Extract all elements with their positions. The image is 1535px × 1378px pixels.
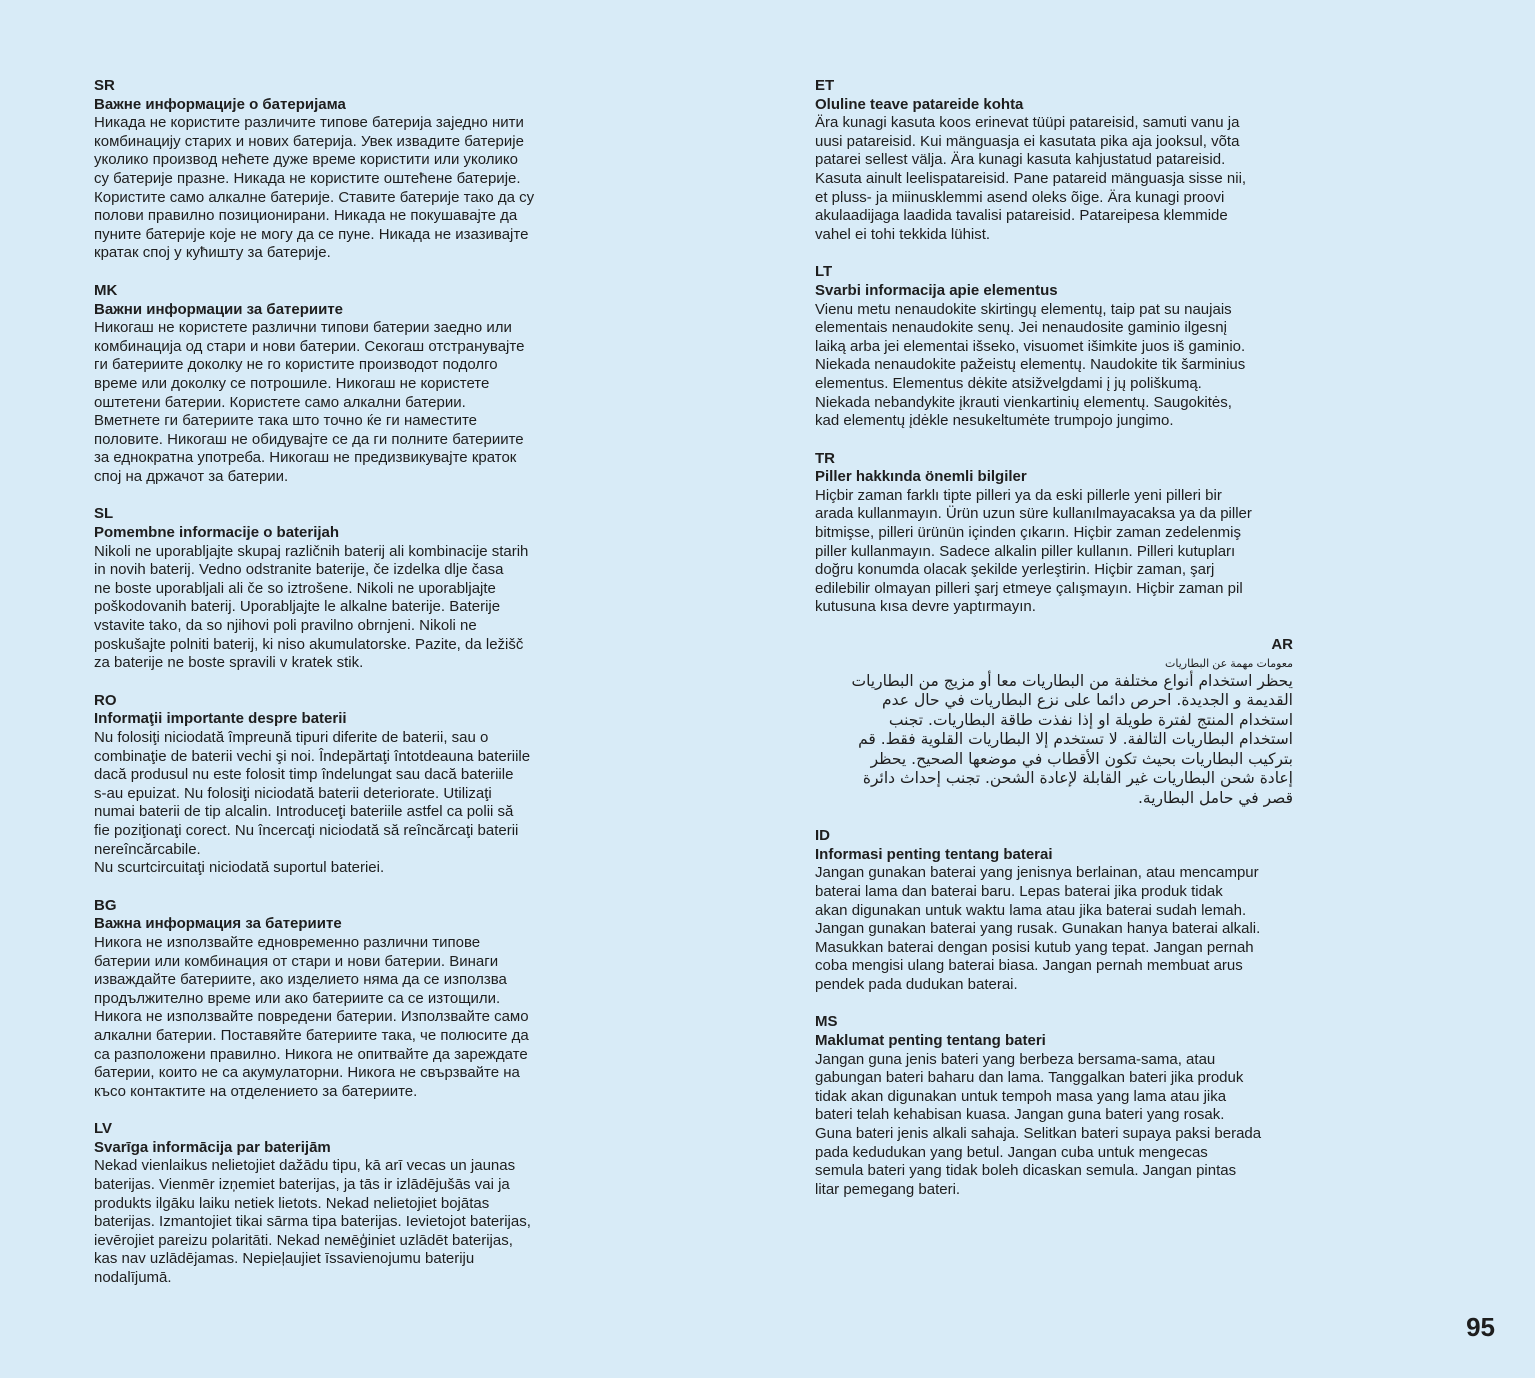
language-code: SR (94, 77, 115, 94)
language-code: RO (94, 691, 117, 709)
language-code: LT (815, 263, 833, 281)
section-lt (815, 263, 1293, 430)
section-body: Jangan gunakan baterai yang jenisnya berlainan, atau mencampur baterai lama dan baterai baru. Lepas baterai jika produk tidak akan digunakan untuk waktu lama atau jika baterai sudah lemah. Jangan gunakan baterai yang rusak. Gunakan hanya baterai alkali. Masukkan baterai dengan posisi kutub yang tepat. Jangan pernah coba mengisi ulang baterai biasa. Jangan pernah membuat arus pendek pada dudukan baterai. (815, 864, 1261, 993)
section-body: Nu folosiţi niciodată împreună tipuri diferite de baterii, sau o combinaţie de baterii vechi şi noi. Îndepărtaţi întotdeauna bateriile dacă produsul nu este folosit timp îndelungat sau dacă bateriile s-au epuizat. Nu folosiţi niciodată baterii deteriorate. Utilizaţi numai baterii de tip alcalin. Introduceţi bateriile astfel ca polii să fie poziţionaţi corect. Nu încercaţi niciodată să reîncărcaţi baterii nereîncărcabile. Nu scurtcircuitaţi niciodată suportul bateriei. (94, 729, 531, 877)
section-title: Важни информации за батериите (94, 300, 344, 318)
section-title: Svarīga informācija par baterijām (94, 1138, 331, 1156)
section-title: Важна информация за батериите (94, 915, 342, 933)
language-code: BG (94, 896, 117, 914)
section-mk (94, 282, 574, 487)
section-body: Никога не използвайте едновременно различни типове батерии или комбинация от стари и нови батерии. Винаги изваждайте батериите, ако изделието няма да се използва продължително време или ако батериите са се изтощили. Никога не използвайте повредени батерии. Използвайте само алкални батерии. Поставяйте батериите така, че полюсите да са разположени правилно. Никога не опитвайте да зареждате батерии, които не са акумулаторни. Никога не свързвайте на късо контактите на отделението за батериите. (94, 933, 529, 1100)
section-title: Informaţii importante despre baterii (94, 710, 347, 728)
section-title: Oluline teave patareide kohta (815, 95, 1024, 113)
section-ms (815, 1013, 1293, 1199)
section-tr (815, 450, 1293, 617)
section-title: Piller hakkında önemli bilgiler (815, 468, 1027, 486)
section-bg (94, 897, 574, 1102)
right-column (815, 77, 1293, 1218)
section-title: معومات مهمة عن البطاريات (1165, 657, 1293, 670)
section-body: Никогаш не користете различни типови батерии заедно или комбинација од стари и нови батерии. Секогаш отстранувајте ги батериите доколку не го користите производот подолго време или доколку се потрошиле. Никогаш не користете оштетени батерии. Користете само алкални батерии. Вметнете ги батериите така што точно ќе ги наместите половите. Никогаш не обидувајте се да ги полните батериите за еднократна употреба. Никогаш не предизвикувајте краток спој на држачот за батерии. (94, 319, 525, 485)
section-et (815, 77, 1293, 244)
section-title: Svarbi informacija apie elementus (815, 281, 1058, 299)
language-code: TR (815, 449, 835, 467)
section-ar (815, 636, 1293, 808)
section-ro (94, 692, 574, 878)
language-code: MS (815, 1013, 838, 1031)
section-sr (94, 77, 574, 263)
section-body: Nekad vienlaikus nelietojiet dažādu tipu, kā arī vecas un jaunas baterijas. Vienmēr izņemiet baterijas, ja tās ir izlādējušās vai ja produkts ilgāku laiku netiek lietots. Nekad nelietojiet bojātas baterijas. Izmantojiet tikai sārma tipa baterijas. Ievietojot baterijas, ievērojiet pareizu polaritāti. Nekad neмēģiniet uzlādēt baterijas, kas nav uzlādējamas. Nepieļaujiet īssavienojumu bateriju nodalījumā. (94, 1157, 531, 1287)
language-code: SL (94, 505, 114, 523)
section-title: Pomembne informacije o baterijah (94, 524, 340, 542)
section-body: يحظر استخدام أنواع مختلفة من البطاريات معا أو مزيج من البطاريات القديمة و الجديدة. احرص دائما على نزع البطاريات في حال عدم استخدام المنتج لفترة طويلة او إذا نفذت طاقة البطاريات. تجنب استخدام البطاريات التالفة. لا تستخدم إلا البطاريات القلوية فقط. قم بتركيب البطاريات بحيث تكون الأقطاب في موضعها الصحيح. يحظر إعادة شحن البطاريات غير القابلة لإعادة الشحن. تجنب إحداث دائرة قصر في حامل البطارية. (851, 671, 1293, 807)
section-lv (94, 1120, 574, 1287)
section-title: Важне информације о батеријама (94, 95, 346, 113)
section-body: Никада не користите различите типове батерија заједно нити комбинацију старих и нових батерија. Увек извадите батерије уколико производ нећете дуже време користити или уколико су батерије празне. Никада не користите оштећене батерије. Користите само алкалне батерије. Ставите батерије тако да су полови правилно позиционирани. Никада не покушавајте да пуните батерије које не могу да се пуне. Никада не изазивајте кратак спој у кућишту за батерије. (94, 114, 535, 262)
section-title: Informasi penting tentang baterai (815, 845, 1053, 863)
section-body: Vienu metu nenaudokite skirtingų elementų, taip pat su naujais elementais nenaudokite senų. Jei nenaudosite gaminio ilgesnį laiką arba jei elementai išseko, visuomet išimkite juos iš gaminio. Niekada nenaudokite pažeistų elementų. Naudokite tik šarminius elementus. Elementus dėkite atsižvelgdami į jų poliškumą. Niekada nebandykite įkrauti vienkartinių elementų. Saugokitės, kad elementų įdėkle nesukeltumėte trumpojo jungimo. (815, 300, 1246, 430)
language-code: MK (94, 281, 118, 299)
language-code: ID (815, 827, 830, 845)
language-code: ET (815, 77, 835, 94)
section-title: Maklumat penting tentang bateri (815, 1032, 1046, 1050)
section-id (815, 827, 1293, 994)
page-number: 95 (1466, 1312, 1495, 1342)
left-column (94, 77, 574, 1307)
section-body: Hiçbir zaman farklı tipte pilleri ya da eski pillerle yeni pilleri bir arada kullanmayın. Ürün uzun süre kullanılmayacaksa ya da piller bitmişse, pilleri ürünün içinden çıkarın. Hiçbir zaman zedelenmiş piller kullanmayın. Sadece alkalin piller kullanın. Pilleri kutupları doğru konumda olacak şekilde yerleştirin. Hiçbir zaman, şarj edilebilir olmayan pilleri şarj etmeye çalışmayın. Hiçbir zaman pil kutusuna kısa devre yaptırmayın. (815, 486, 1252, 616)
section-body: Jangan guna jenis bateri yang berbeza bersama-sama, atau gabungan bateri baharu dan lama. Tanggalkan bateri jika produk tidak akan digunakan untuk tempoh masa yang lama atau jika bateri telah kehabisan kuasa. Jangan guna bateri yang rosak. Guna bateri jenis alkali sahaja. Selitkan bateri supaya paksi berada pada kedudukan yang betul. Jangan cuba untuk mengecas semula bateri yang tidak boleh dicaskan semula. Jangan pintas litar pemegang bateri. (815, 1050, 1262, 1198)
section-body: Ära kunagi kasuta koos erinevat tüüpi patareisid, samuti vanu ja uusi patareisid. Kui mänguasja ei kasutata pika aja jooksul, võta patarei sellest välja. Ära kunagi kasuta kahjustatud patareisid. Kasuta ainult leelispatareisid. Pane patareid mänguasja sisse nii, et pluss- ja miinusklemmi asend oleks õige. Ära kunagi proovi akulaadijaga laadida tavalisi patareisid. Patareipesa klemmide vahel ei tohi tekkida lühist. (815, 114, 1247, 243)
section-body: Nikoli ne uporabljajte skupaj različnih baterij ali kombinacije starih in novih baterij. Vedno odstranite baterije, če izdelka dlje časa ne boste uporabljali ali če so iztrošene. Nikoli ne uporabljajte poškodovanih baterij. Uporabljajte le alkalne baterije. Baterije vstavite tako, da so njihovi poli pravilno obrnjeni. Nikoli ne poskušajte polniti baterij, ki niso akumulatorske. Pazite, da ležišč za baterije ne boste spravili v kratek stik. (94, 542, 529, 672)
section-sl (94, 505, 574, 672)
language-code: AR (1271, 636, 1293, 654)
language-code: LV (94, 1120, 113, 1138)
